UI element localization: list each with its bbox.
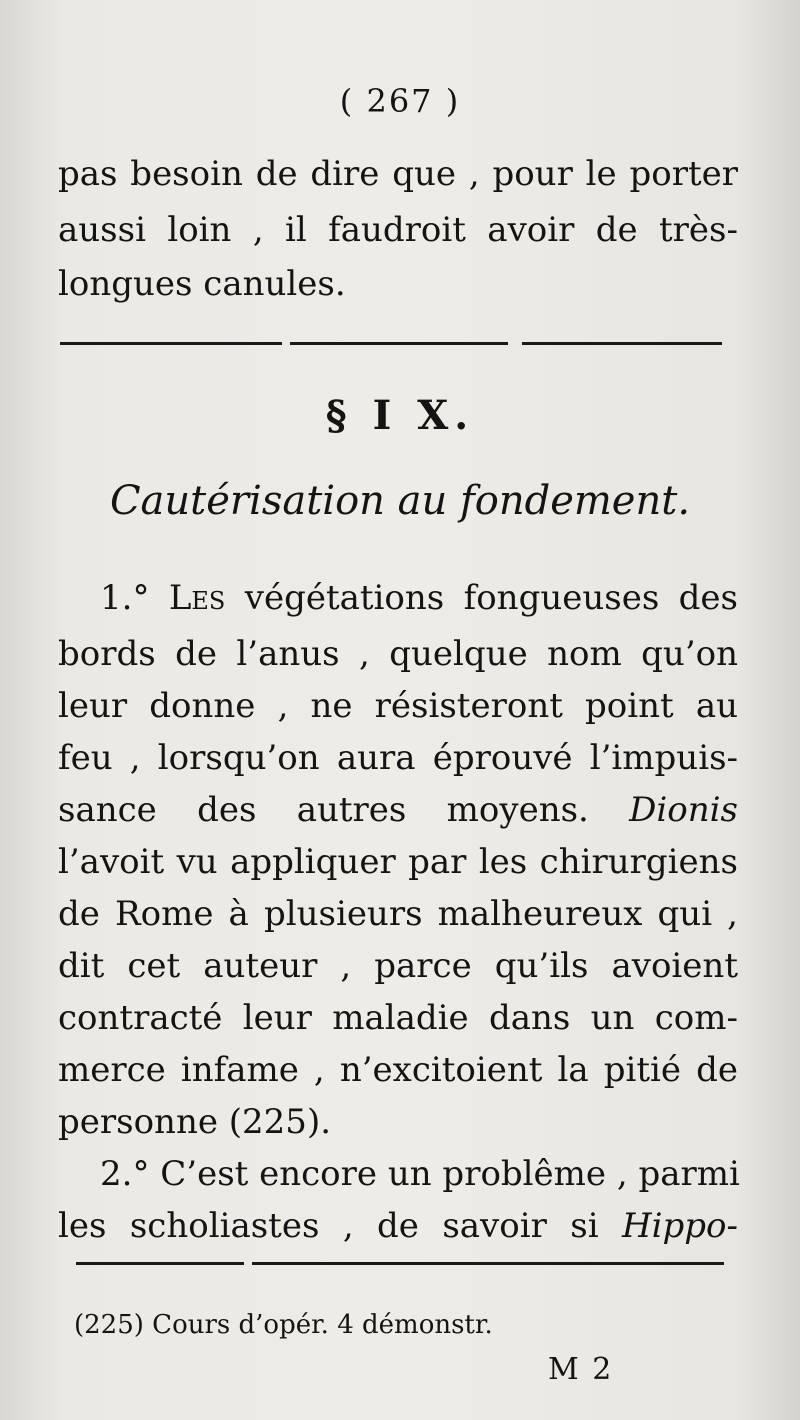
italic-word: Hippo- [622, 1206, 739, 1246]
paragraph1-line-7: de Rome à plusieurs malheureux qui , [58, 894, 738, 934]
paragraph1-line-1 [100, 574, 738, 622]
paragraph1-line-11: personne (225). [58, 1102, 332, 1142]
line-text: sance des autres moyens. [58, 790, 589, 830]
line-text: les scholiastes , de savoir si [58, 1206, 599, 1246]
continuation-line-2: aussi loin , il faudroit avoir de très- [58, 210, 738, 250]
section-title: Cautérisation au fondement. [109, 478, 691, 524]
line-text: végétations fongueuses des [244, 578, 738, 618]
footnote: (225) Cours d’opér. 4 démonstr. [74, 1310, 493, 1340]
paragraph1-line-5 [58, 786, 738, 834]
paragraph1-line-6: l’avoit vu appliquer par les chirurgiens [58, 842, 738, 882]
italic-name: Dionis [629, 790, 738, 830]
paragraph2-line-2 [58, 1202, 738, 1250]
paragraph2-line-1: 2.° C’est encore un problême , parmi [100, 1154, 740, 1194]
paragraph1-line-10: merce infame , n’excitoient la pitié de [58, 1050, 738, 1090]
signature-mark: M 2 [548, 1352, 614, 1387]
paragraph1-line-8: dit cet auteur , parce qu’ils avoient [58, 946, 738, 986]
paragraph1-line-2: bords de l’anus , quelque nom qu’on [58, 634, 738, 674]
section-rule-segment [290, 342, 508, 345]
paragraph-number: 1.° [100, 578, 150, 618]
continuation-line-3: longues canules. [58, 264, 346, 304]
continuation-line-1: pas besoin de dire que , pour le porter [58, 154, 738, 194]
footnote-rule-segment [76, 1262, 244, 1265]
paragraph1-line-9: contracté leur maladie dans un com- [58, 998, 738, 1038]
page-number: ( 267 ) [339, 82, 461, 120]
footnote-rule-segment [252, 1262, 724, 1265]
section-heading: § I X. [325, 392, 475, 439]
section-rule-segment [60, 342, 282, 345]
lead-word: Les [168, 578, 226, 618]
paragraph1-line-3: leur donne , ne résisteront point au [58, 686, 738, 726]
paragraph1-line-4: feu , lorsqu’on aura éprouvé l’impuis- [58, 738, 738, 778]
section-rule-segment [522, 342, 722, 345]
